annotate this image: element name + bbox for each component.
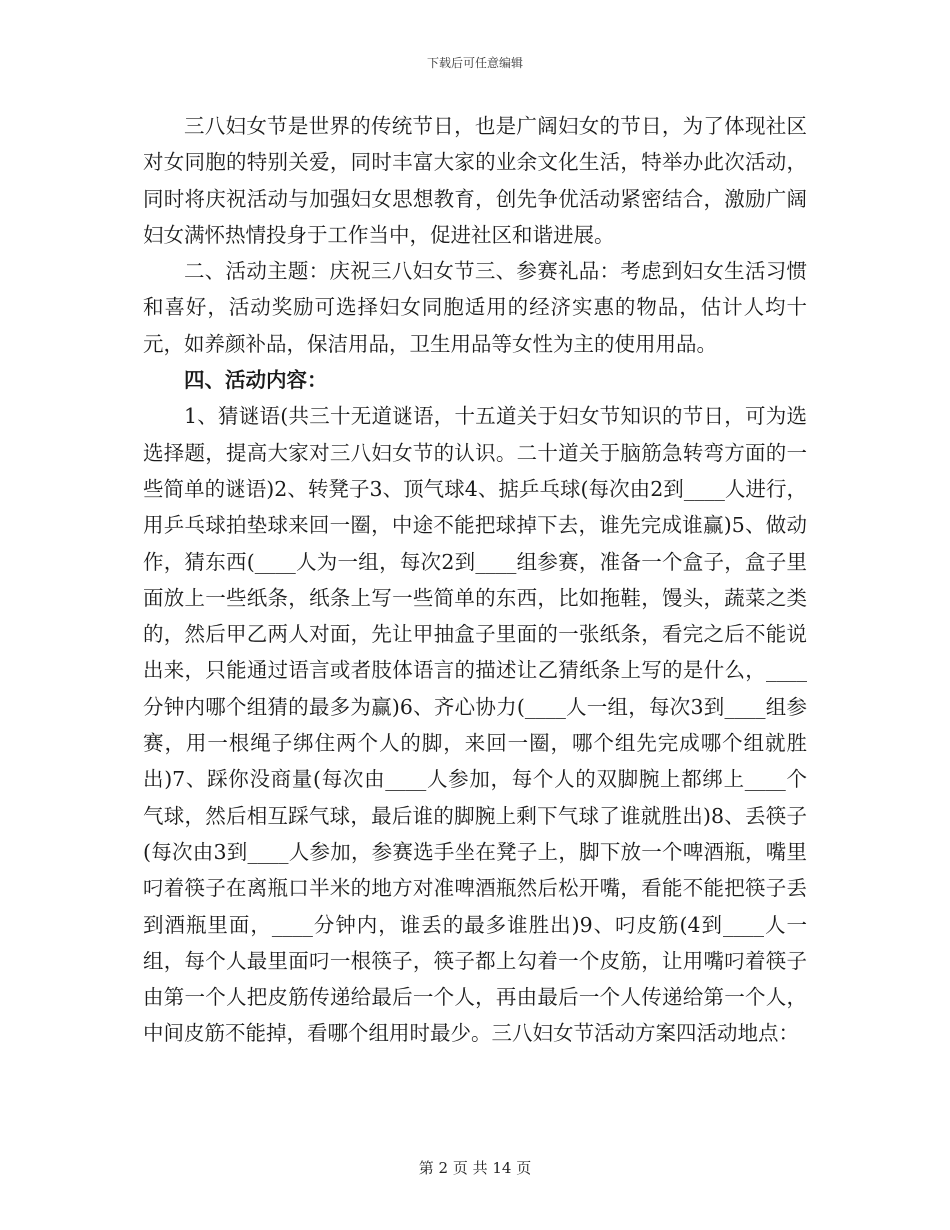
document-body [143, 108, 807, 1052]
page-header: 下载后可任意编辑 [426, 56, 523, 70]
section-heading-activity-content: 四、活动内容： [184, 368, 328, 393]
paragraph-theme-gifts: 二、活动主题：庆祝三八妇女节三、参赛礼品：考虑到妇女生活习惯和喜好，活动奖励可选择妇女同胞适用的经济实惠的物品，估计人均十元，如养颜补品，保洁用品，卫生用品等女性为主的使用用品。 [143, 259, 807, 356]
paragraph-intro: 三八妇女节是世界的传统节日，也是广阔妇女的节日，为了体现社区对女同胞的特别关爱，同时丰富大家的业余文化生活，特举办此次活动，同时将庆祝活动与加强妇女思想教育，创先争优活动紧密结合，激励广阔妇女满怀热情投身于工作当中，促进社区和谐进展。 [143, 114, 807, 247]
paragraph-activity-list: 1、猜谜语(共三十无道谜语，十五道关于妇女节知识的节日，可为选选择题，提高大家对三八妇女节的认识。二十道关于脑筋急转弯方面的一些简单的谜语)2、转凳子3、顶气球4、掂乒乓球(每次由2到____人进行，用乒乓球拍垫球来回一圈，中途不能把球掉下去，谁先完成谁赢)5、做动作，猜东西(____人为一组，每次2到____组参赛，准备一个盒子，盒子里面放上一些纸条，纸条上写一些简单的东西，比如拖鞋，馒头，蔬菜之类的，然后甲乙两人对面，先让甲抽盒子里面的一张纸条，看完之后不能说出来，只能通过语言或者肢体语言的描述让乙猜纸条上写的是什么，____分钟内哪个组猜的最多为赢)6、齐心协力(____人一组，每次3到____组参赛，用一根绳子绑住两个人的脚，来回一圈，哪个组先完成哪个组就胜出)7、踩你没商量(每次由____人参加，每个人的双脚腕上都绑上____个气球，然后相互踩气球，最后谁的脚腕上剩下气球了谁就胜出)8、丢筷子(每次由3到____人参加，参赛选手坐在凳子上，脚下放一个啤酒瓶，嘴里叼着筷子在离瓶口半米的地方对准啤酒瓶然后松开嘴，看能不能把筷子丢到酒瓶里面，____分钟内，谁丢的最多谁胜出)9、叼皮筋(4到____人一组，每个人最里面叼一根筷子，筷子都上勾着一个皮筋，让用嘴叼着筷子由第一个人把皮筋传递给最后一个人，再由最后一个人传递给第一个人，中间皮筋不能掉，看哪个组用时最少。三八妇女节活动方案四活动地点： [143, 404, 807, 1046]
page-number: 第 2 页 共 14 页 [418, 1159, 532, 1177]
